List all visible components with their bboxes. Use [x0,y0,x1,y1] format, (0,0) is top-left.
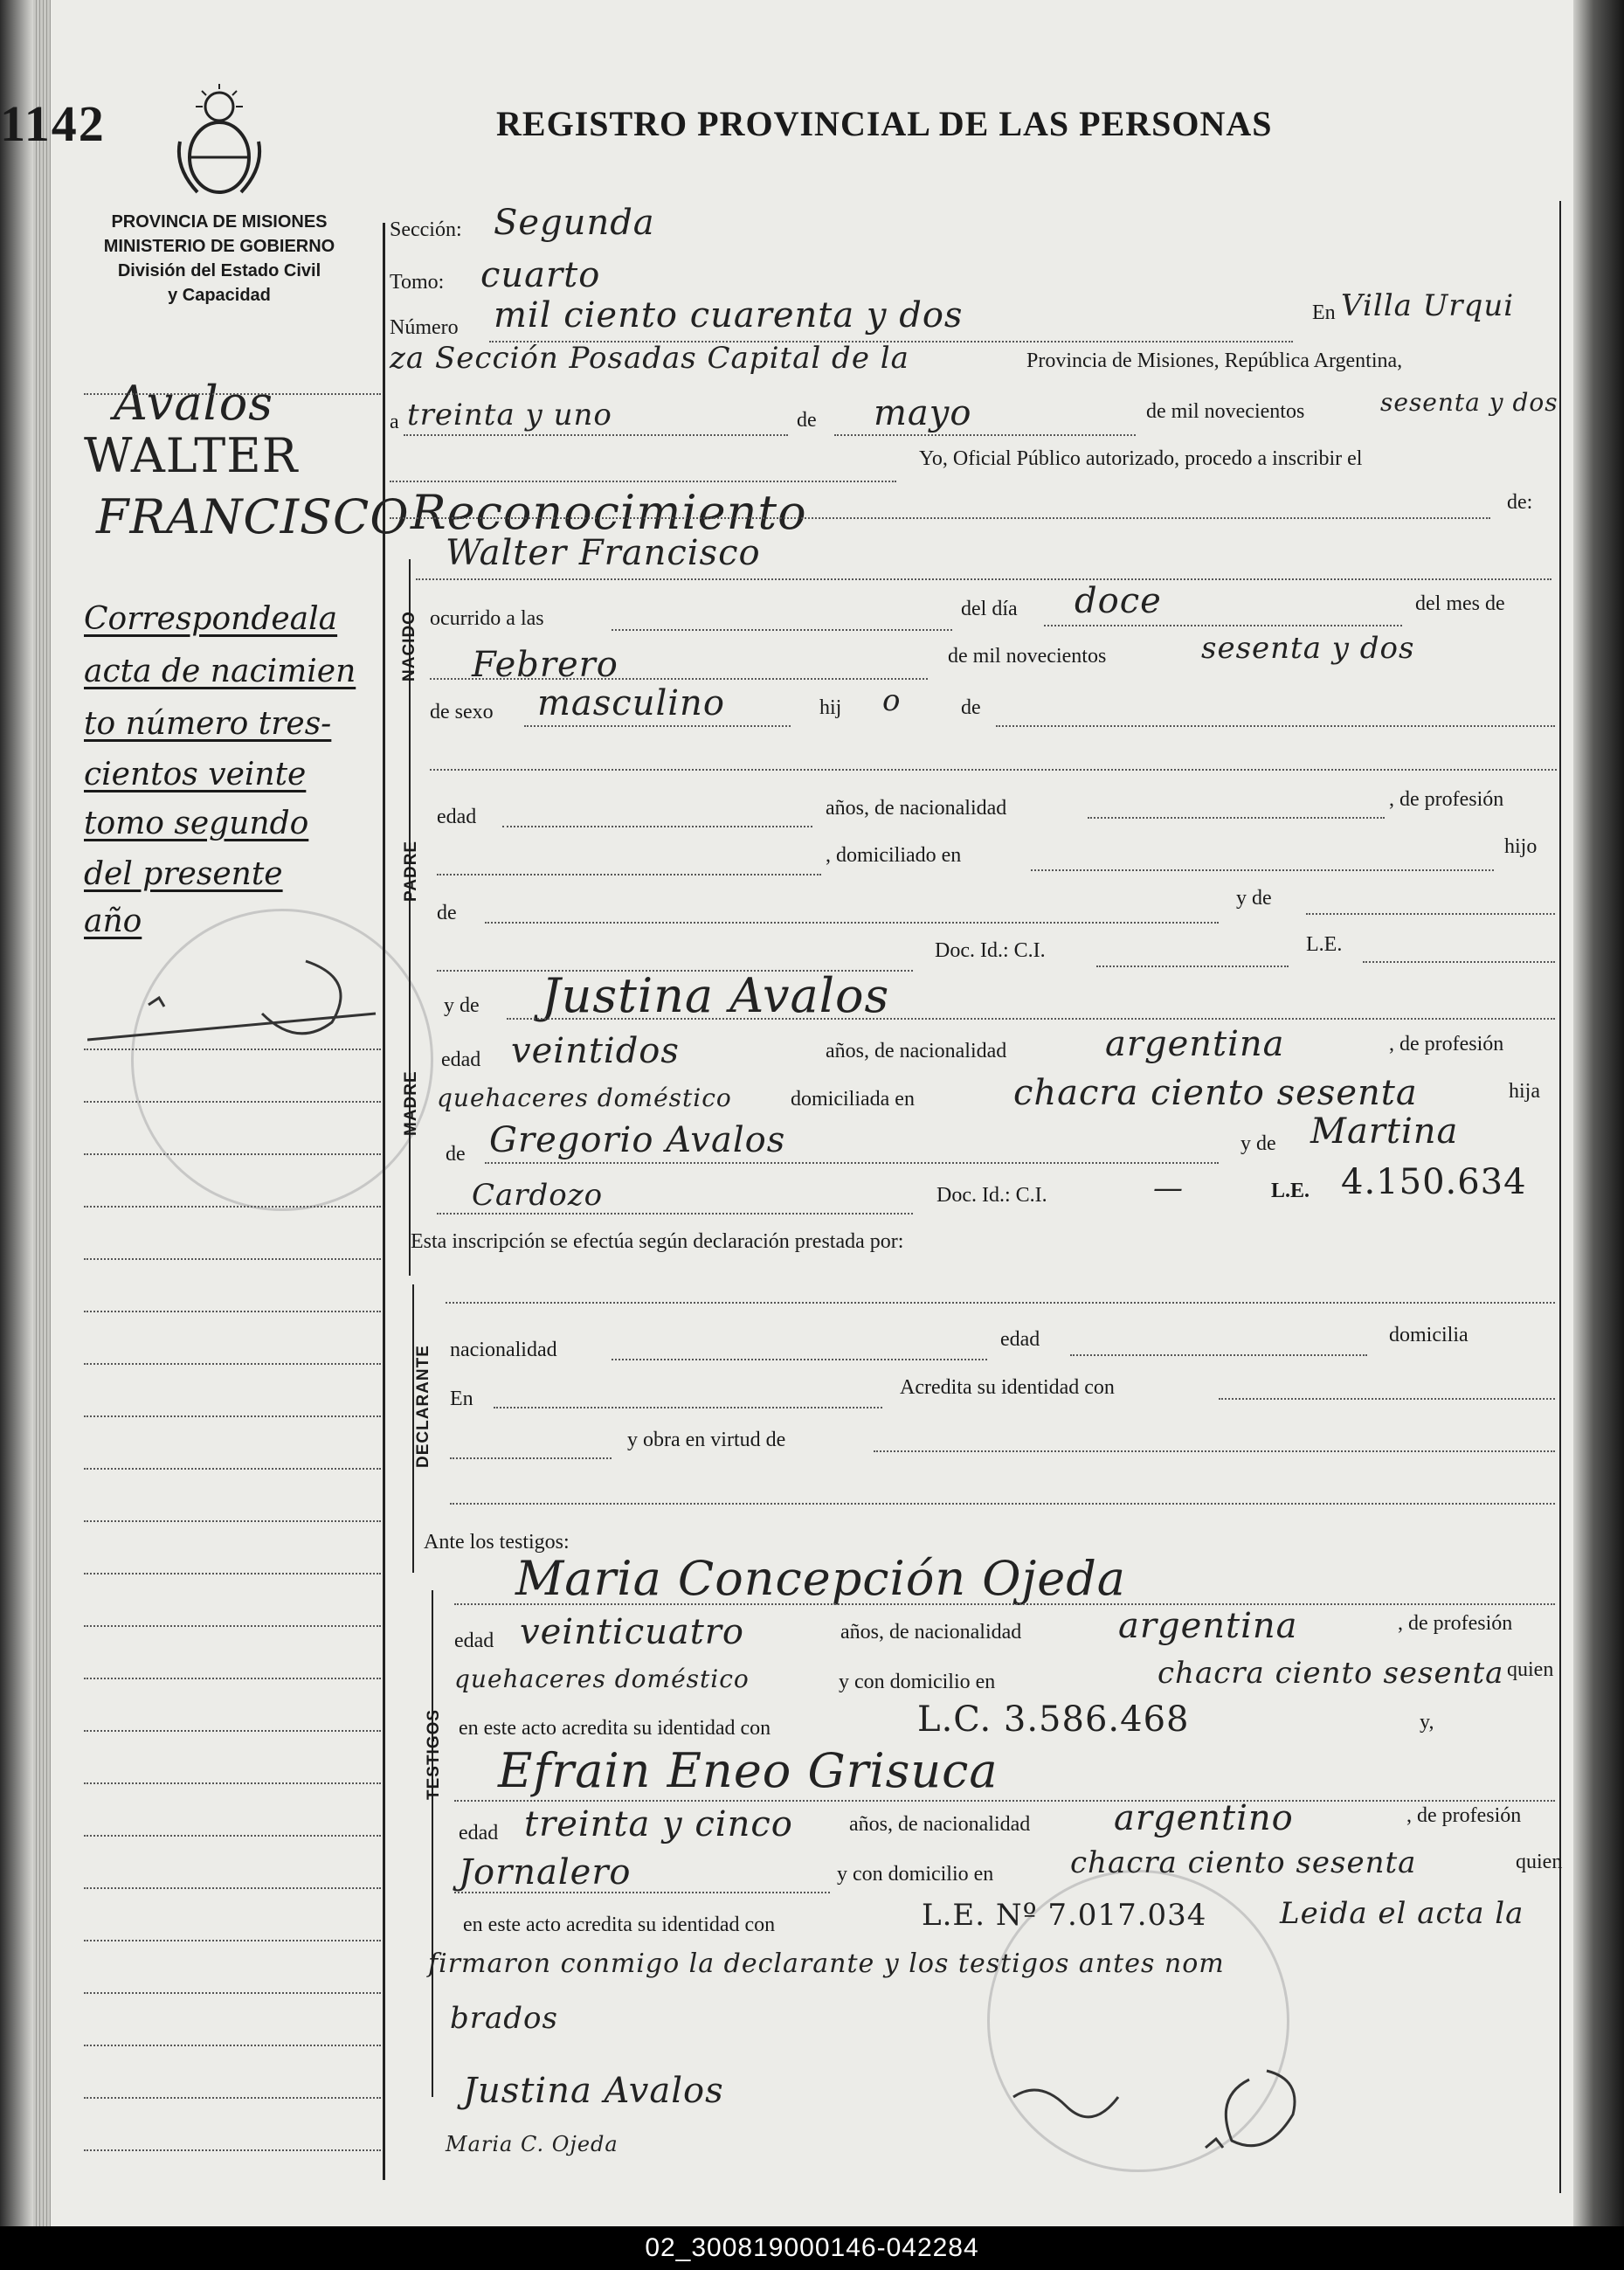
margin-rule [84,1415,381,1417]
t1-nac-value: argentina [1118,1606,1298,1646]
fill-line [834,434,1136,436]
madre-dom-value: chacra ciento sesenta [1013,1073,1418,1113]
t2-acredita-label: en este acto acredita su identidad con [463,1914,776,1936]
fill-line [404,434,788,436]
side-label-nacido: NACIDO [400,611,418,682]
t1-y-label: y, [1420,1711,1434,1734]
signature-flourish-icon [1005,2045,1319,2167]
margin-rule [84,1520,381,1522]
fill-line [524,725,791,727]
de-label: de [797,409,817,432]
tomo-value: cuarto [480,255,601,295]
signature-justina: Justina Avalos [463,2071,724,2111]
margin-rule [84,2149,381,2151]
fill-line [390,517,1490,519]
padre-prof-label: , de profesión [1389,788,1504,811]
madre-nombre-value: Justina Avalos [542,968,890,1023]
fill-line [454,1603,1555,1605]
decl-nac-label: nacionalidad [450,1339,557,1361]
header-line: y Capacidad [168,286,271,305]
yo-label: Yo, Oficial Público autorizado, procedo a inscribir el [919,447,1363,470]
t1-acredita-label: en este acto acredita su identidad con [459,1717,771,1740]
signature-maria: Maria C. Ojeda [446,2132,619,2156]
numero-value: mil ciento cuarenta y dos [494,295,964,336]
fill-line [485,922,1219,924]
t1-edad-label: edad [454,1630,494,1652]
madre-madre-value-2: Cardozo [472,1178,604,1213]
t1-prof-value: quehaceres doméstico [454,1664,750,1693]
fill-line [430,769,1557,771]
fill-line [1031,869,1494,871]
fill-line [430,678,928,680]
madre-madre-value: Martina [1310,1111,1459,1152]
t2-edad-value: treinta y cinco [524,1804,793,1844]
t2-dom-label: y con domicilio en [837,1863,994,1886]
a-label: a [390,411,399,433]
fill-line [1088,817,1385,819]
margin-rule [84,1835,381,1837]
t2-quien-label: quien [1516,1851,1563,1873]
seccion-label: Sección: [390,218,462,241]
t1-dom-value: chacra ciento sesenta [1158,1656,1504,1691]
margin-rule [84,1206,381,1208]
t1-prof-label: , de profesión [1398,1612,1513,1635]
t2-prof-label: , de profesión [1406,1804,1522,1827]
fill-line [1070,1354,1367,1356]
margin-note-line: año [84,903,142,939]
seccion-value: Segunda [494,203,655,243]
t1-dom-label: y con domicilio en [839,1671,996,1693]
t2-nac-value: argentino [1114,1798,1294,1838]
margin-rule [84,1468,381,1470]
fill-line [874,1450,1555,1452]
madre-ci-value: — [1153,1171,1184,1206]
madre-edad-label: edad [441,1048,481,1071]
fill-line [446,1302,1555,1304]
fill-line [450,1503,1555,1505]
t2-nac-label: años, de nacionalidad [849,1813,1031,1836]
margin-rule [84,1730,381,1732]
ocurrido-label: ocurrido a las [430,607,544,630]
padre-hijo-label: hijo [1504,835,1538,858]
margin-note-line: tomo segundo [84,806,309,841]
margin-rule [84,1363,381,1365]
margin-rule [84,1625,381,1627]
padre-dom-label: , domiciliado en [826,844,962,867]
madre-nac-label: años, de nacionalidad [826,1040,1007,1062]
t2-doc-value: L.E. Nº 7.017.034 [922,1898,1207,1933]
fill-line [1363,961,1555,963]
decl-obra-label: y obra en virtud de [627,1429,786,1451]
page-number: 1142 [0,95,106,152]
document-title: REGISTRO PROVINCIAL DE LAS PERSONAS [496,104,1273,143]
decl-en-label: En [450,1388,473,1410]
margin-rule [84,1573,381,1574]
fill-line [1044,625,1402,626]
margin-note-line: Correspondeala [84,601,338,637]
lugar-value: Villa Urqui [1341,288,1515,323]
padre-nac-label: años, de nacionalidad [826,797,1007,820]
decl-domicilia-label: domicilia [1389,1324,1469,1346]
t1-nac-label: años, de nacionalidad [840,1621,1022,1644]
ano-nac-value: sesenta y dos [1201,631,1415,666]
ante-label: Ante los testigos: [424,1531,570,1554]
lugar-value-2: za Sección Posadas Capital de la [390,341,909,376]
header-line: PROVINCIA DE MISIONES [111,212,328,232]
sexo-value: masculino [537,683,725,723]
ano-value: sesenta y dos [1380,388,1558,417]
de-mil2-label: de mil novecientos [948,645,1107,668]
del-dia-label: del día [961,598,1018,620]
de-mil-label: de mil novecientos [1146,400,1305,423]
madre-padre-value: Gregorio Avalos [489,1120,786,1160]
padre-yde-label: y de [1236,887,1272,910]
t1-quien-label: quien [1507,1658,1554,1681]
madre-yde2-label: y de [1240,1132,1276,1155]
tomo-label: Tomo: [390,271,445,294]
fill-line [437,1213,913,1215]
provincia-label: Provincia de Misiones, República Argentina, [1026,349,1403,372]
madre-de-label: de [446,1143,466,1166]
fill-line [612,1359,987,1360]
madre-prof-value: quehaceres doméstico [437,1083,732,1112]
lectura-value-1: Leida el acta la [1280,1896,1524,1931]
margin-rule [84,1678,381,1679]
margin-rule [84,1101,381,1103]
fill-line [416,578,1551,580]
fill-line [450,1457,612,1459]
section-divider [432,1590,433,2097]
acto-value: Reconocimiento [411,485,807,540]
dia-value: treinta y uno [407,398,612,433]
de2-label: de [961,696,981,719]
margin-given-name-2: FRANCISCO [96,489,410,544]
madre-edad-value: veintidos [511,1031,680,1071]
del-mes-label: del mes de [1415,592,1505,615]
testigo2-value: Efrain Eneo Grisuca [498,1743,999,1798]
t2-prof-value: Jornalero [459,1852,632,1893]
right-border [1559,201,1561,2193]
margin-rule [84,1782,381,1784]
numero-label: Número [390,316,459,339]
margin-rule [84,1048,381,1050]
nombre-value: Walter Francisco [446,533,761,573]
fill-line [454,1800,1555,1802]
fill-line [507,1018,1555,1020]
testigo1-value: Maria Concepción Ojeda [515,1551,1127,1606]
dia-nac-value: doce [1075,581,1162,621]
margin-rule [84,1992,381,1994]
page-edges [33,0,51,2226]
fill-line [612,629,952,631]
header-line: MINISTERIO DE GOBIERNO [103,237,335,256]
issuer-header [75,210,363,308]
mes-nac-value: Febrero [472,645,619,685]
sexo-label: de sexo [430,701,494,723]
decl-acredita-label: Acredita su identidad con [900,1376,1115,1399]
margin-rule [84,2097,381,2099]
hij-value: o [882,683,902,718]
madre-doc-label: Doc. Id.: C.I. [936,1184,1047,1207]
padre-doc-label: Doc. Id.: C.I. [935,939,1046,962]
lectura-value-2: firmaron conmigo la declarante y los testigos antes nom [428,1948,1225,1979]
madre-le-label: L.E. [1271,1180,1310,1202]
en-label: En [1312,301,1336,324]
madre-le-value: 4.150.634 [1341,1162,1527,1202]
margin-note-line: del presente [84,856,283,892]
margin-surname: Avalos [114,376,274,431]
padre-de-label: de [437,902,457,924]
fill-line [390,481,896,482]
fill-line [996,725,1555,727]
t2-edad-label: edad [459,1822,499,1844]
margin-note-line: cientos veinte [84,757,307,792]
coat-of-arms-icon [171,80,267,203]
fill-line [485,1162,1219,1164]
scan-identifier: 02_300819000146-042284 [645,2233,979,2262]
madre-yde-label: y de [444,994,480,1017]
margin-given-name-1: WALTER [84,428,299,483]
fill-line [1219,1398,1555,1400]
book-edge [1573,0,1624,2226]
side-label-declarante: DECLARANTE [414,1345,432,1468]
t1-doc-value: L.C. 3.586.468 [917,1699,1190,1740]
fill-line [437,874,821,875]
madre-dom-label: domiciliada en [791,1088,915,1111]
side-label-testigos: TESTIGOS [425,1708,443,1800]
padre-edad-label: edad [437,806,477,828]
madre-prof-label: , de profesión [1389,1033,1504,1055]
fill-line [1096,965,1289,967]
margin-rule [84,1311,381,1312]
fill-line [1306,913,1555,915]
margin-rule [84,1153,381,1155]
de-colon-label: de: [1507,491,1533,514]
book-spine [0,0,33,2226]
margin-rule [84,1258,381,1260]
fill-line [454,1892,830,1893]
margin-rule [84,2045,381,2046]
fill-line [502,826,812,827]
lectura-value-3: brados [450,2001,558,2036]
decl-edad-label: edad [1000,1328,1040,1351]
margin-note-line: to número tres- [84,706,332,742]
margin-flourish-icon [87,926,384,1048]
margin-rule [84,393,381,395]
fill-line [494,1407,882,1408]
padre-le-label: L.E. [1306,933,1343,956]
t2-dom-value: chacra ciento sesenta [1070,1845,1417,1880]
t1-edad-value: veinticuatro [520,1612,744,1652]
hij-label: hij [819,696,842,719]
madre-hija-label: hija [1509,1080,1540,1103]
margin-rule [84,1940,381,1941]
margin-rule [84,1887,381,1889]
madre-nac-value: argentina [1105,1024,1285,1064]
margin-note-line: acta de nacimien [84,654,356,689]
esta-label: Esta inscripción se efectúa según declaración prestada por: [411,1230,904,1253]
header-line: División del Estado Civil [117,261,321,280]
side-label-madre: MADRE [402,1070,420,1136]
side-label-padre: PADRE [402,840,420,902]
mes-value: mayo [874,393,972,433]
